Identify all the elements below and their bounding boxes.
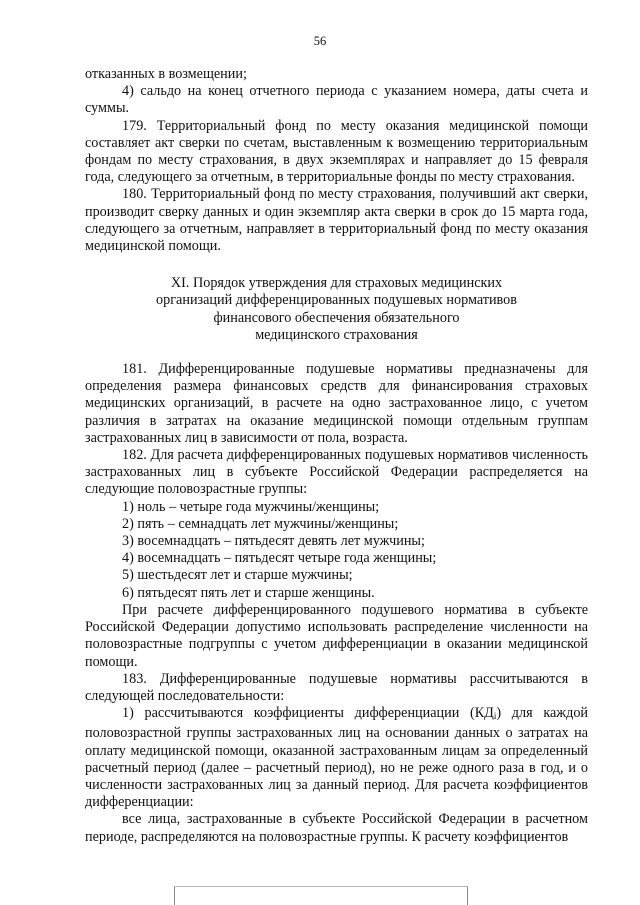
list-item: 4) восемнадцать – пятьдесят четыре года женщины; [122,550,437,567]
list-item: 6) пятьдесят пять лет и старше женщины. [122,584,375,601]
document-body [85,66,588,846]
list-item: 5) шестьдесят лет и старше мужчины; [122,567,353,584]
paragraph-183: 183. Дифференцированные подушевые нормативы рассчитываются в следующей последовательности: [85,670,588,704]
paragraph-180: 180. Территориальный фонд по месту страхования, получивший акт сверки, производит сверку данных и один экземпляр акта сверки в срок до 15 марта года, следующего за отчетным, направляет в территориальный фонд по месту оказания медицинской помощи. [85,186,588,255]
list-item: 2) пять – семнадцать лет мужчины/женщины; [122,515,399,532]
section-heading-line: финансового обеспечения обязательного [213,309,460,326]
list-item: 1) ноль – четыре года мужчины/женщины; [122,498,380,515]
page-number: 56 [313,34,327,48]
footer-frame-line [174,886,468,905]
paragraph-182-note: При расчете дифференцированного подушевого норматива в субъекте Российской Федерации допустимо использовать распределение численности на половозрастные подгруппы с учетом дифференциации в оказании медицинской помощи. [85,601,588,670]
paragraph-continuation: отказанных в возмещении; [85,66,247,82]
list-item: 3) восемнадцать – пятьдесят девять лет мужчины; [122,533,425,550]
paragraph-183-last: все лица, застрахованные в субъекте Российской Федерации в расчетном периоде, распределяются на половозрастные группы. К расчету коэффициентов [85,811,588,845]
paragraph-item-4: 4) сальдо на конец отчетного периода с указанием номера, даты счета и суммы. [85,83,588,117]
section-heading-line: XI. Порядок утверждения для страховых медицинских [170,275,503,292]
section-heading-line: организаций дифференцированных подушевых нормативов [156,292,517,309]
text-run: ) для каждой половозрастной группы застрахованных лиц на основании данных о затратах на оплату медицинской помощи, оказанной застрахованным лицам за определенный расчетный период (далее – расчетный период), но не реже одного раза в год, и о численности застрахованных лиц за данный период. Для расчета коэффициентов дифференциации: [85,705,589,811]
section-heading-line: медицинского страхования [255,326,418,343]
section-heading [85,275,588,344]
paragraph-179: 179. Территориальный фонд по месту оказания медицинской помощи составляет акт сверки по счетам, выставленным к возмещению территориальным фондам по месту страхования, в двух экземплярах и направляет до 15 февраля года, следующего за отчетным, в территориальные фонды по месту страхования. [85,117,588,186]
subscript-index: i [493,711,497,722]
paragraph-182: 182. Для расчета дифференцированных подушевых нормативов численность застрахованных лиц в субъекте Российской Федерации распределяется на следующие половозрастные группы: [85,447,588,498]
paragraph-181: 181. Дифференцированные подушевые нормативы предназначены для определения размера финансовых средств для финансирования страховых медицинских организаций, в расчете на одно застрахованное лицо, с учетом различия в затратах на оказание медицинской помощи отдельным группам застрахованных лиц в зависимости от пола, возраста. [85,361,588,446]
paragraph-183-item-1 [85,705,588,811]
text-run: 1) рассчитываются коэффициенты дифференциации (КД [122,705,494,722]
